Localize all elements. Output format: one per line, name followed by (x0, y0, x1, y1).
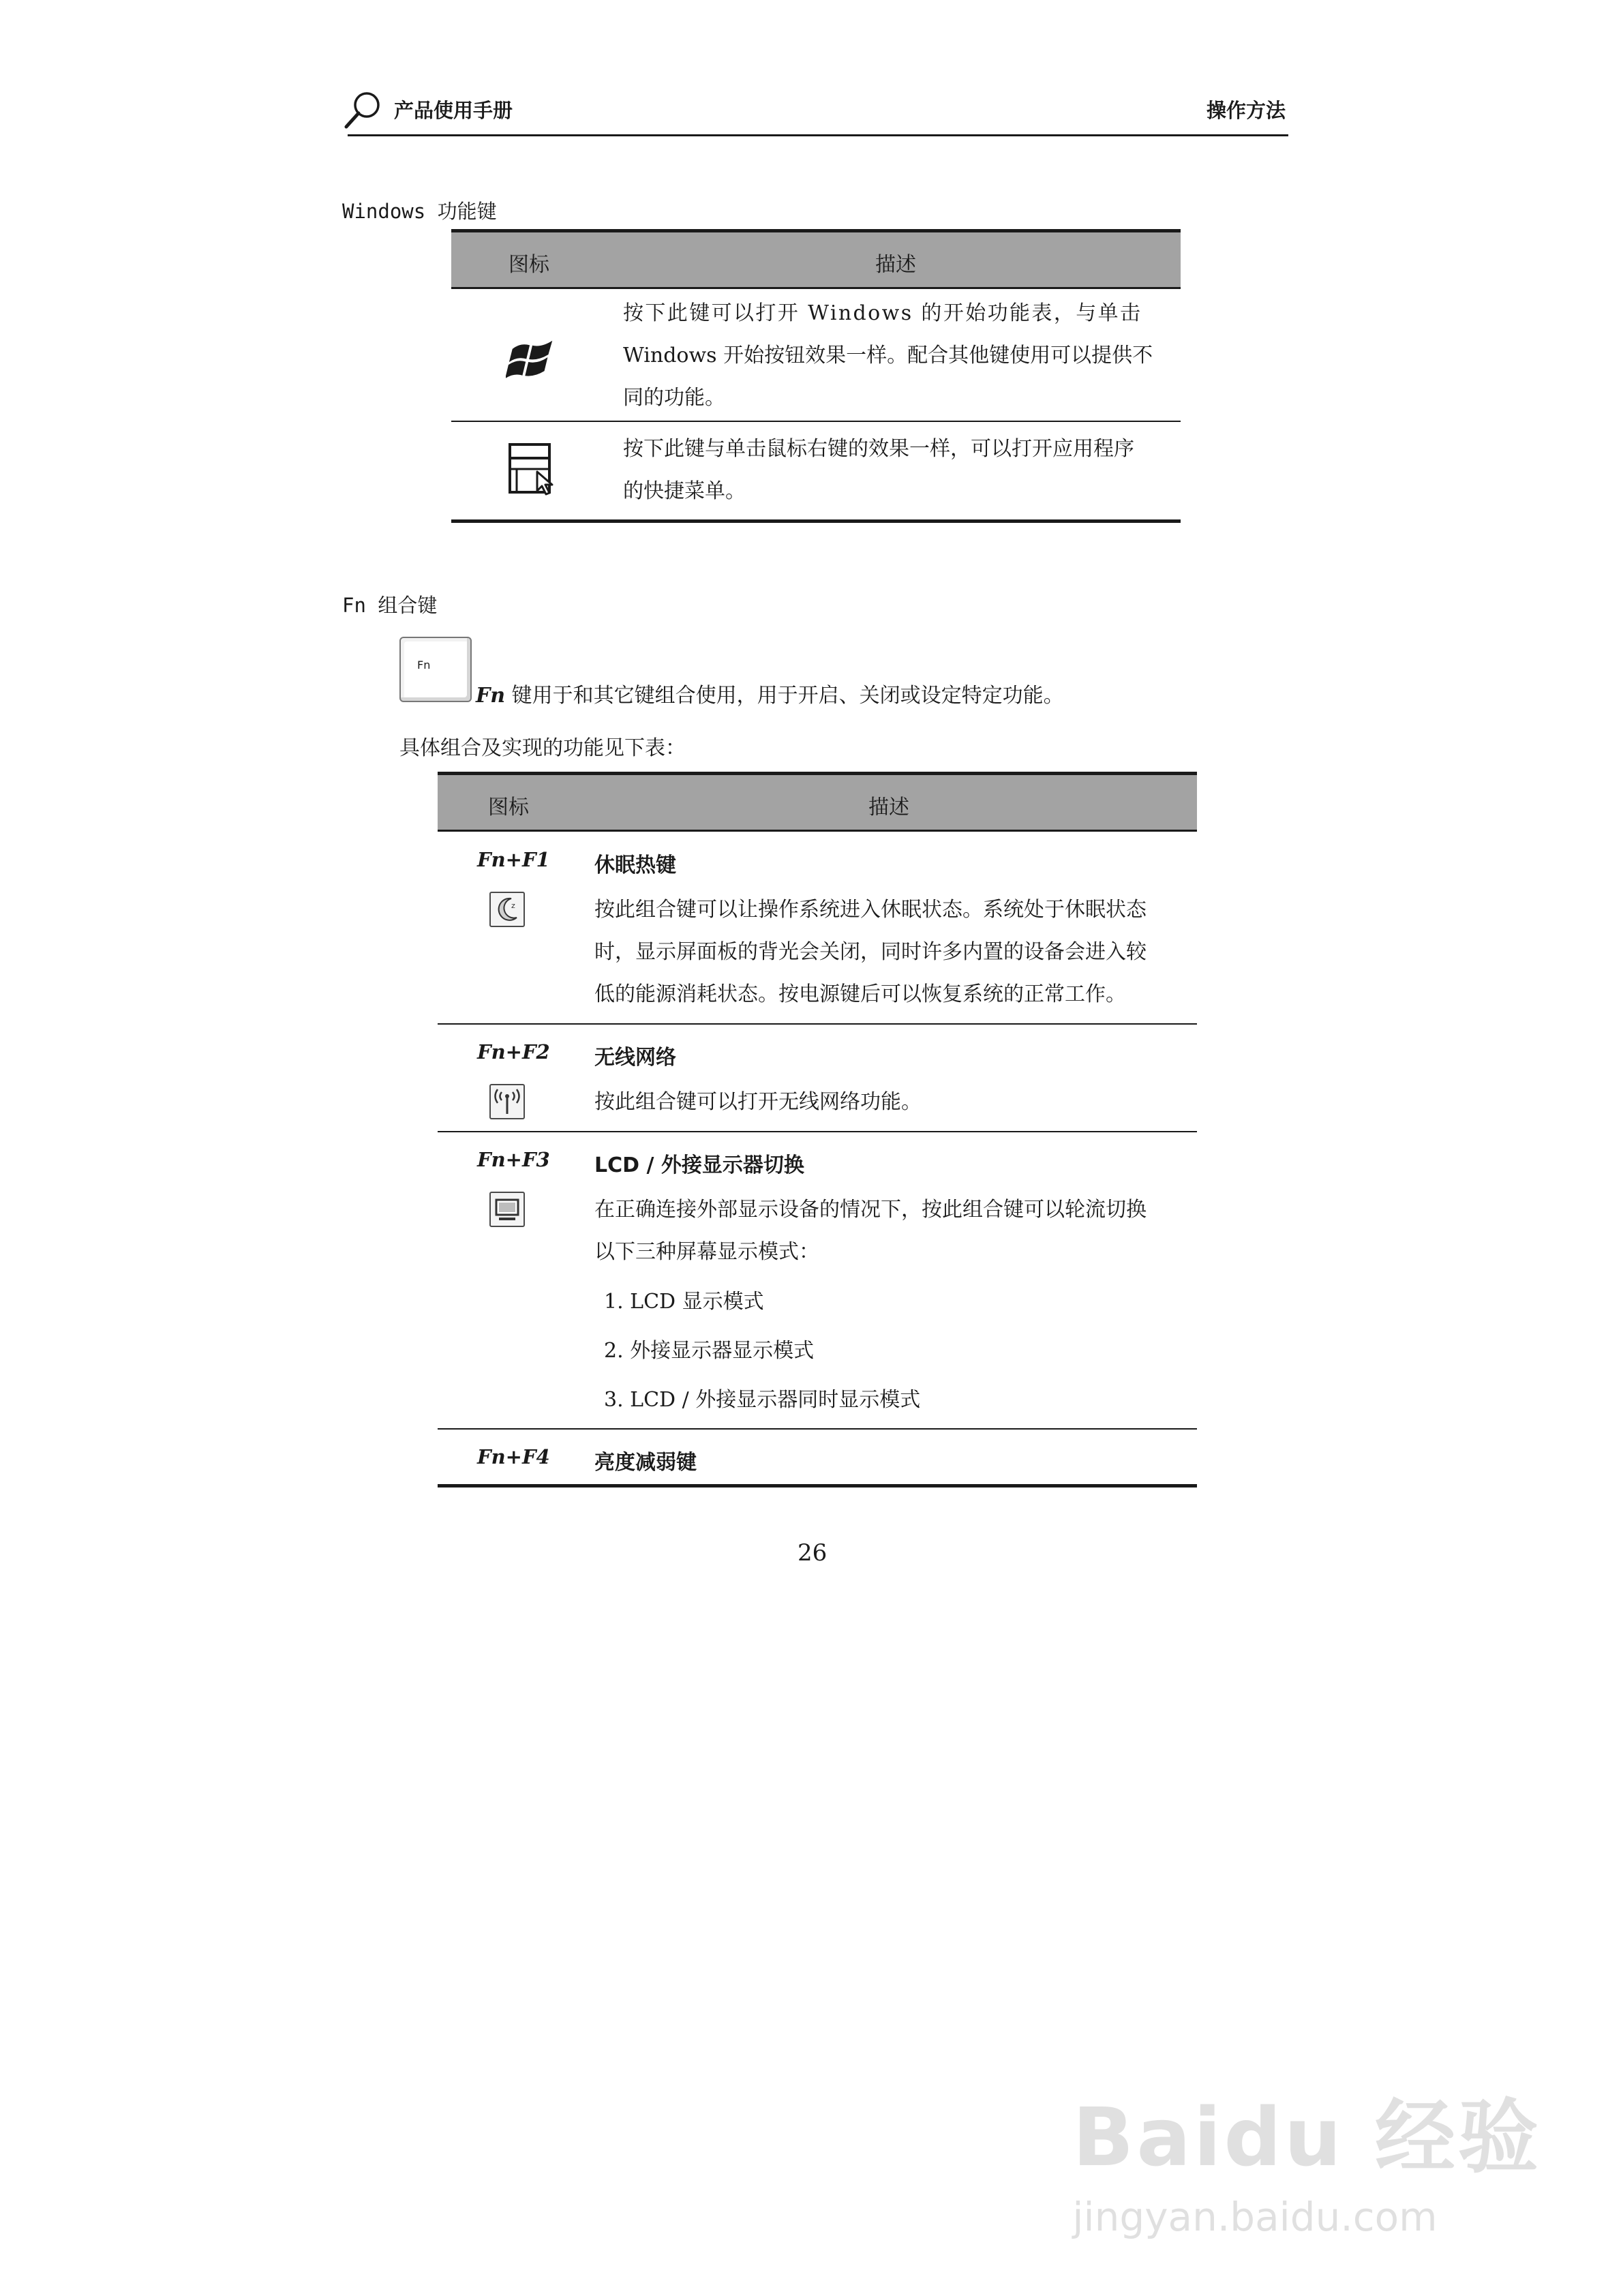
row-title: LCD / 外接显示器切换 (594, 1153, 804, 1177)
row-divider (438, 1131, 1197, 1132)
row-title: 亮度减弱键 (594, 1451, 697, 1475)
row-divider (438, 1023, 1197, 1025)
fn-keycap: Fn (399, 637, 472, 702)
table-bottom-rule (451, 519, 1181, 523)
baidu-watermark (1072, 2072, 1541, 2240)
section-label: 操作方法 (1207, 99, 1286, 122)
col-icon-header: 图标 (509, 253, 549, 277)
col-desc-header: 描述 (875, 253, 916, 277)
page-number: 26 (798, 1539, 828, 1567)
row-description: 按此组合键可以打开无线网络功能。 (594, 1090, 922, 1114)
table-bottom-rule (438, 1484, 1197, 1487)
list-item: 2. 外接显示器显示模式 (604, 1339, 815, 1363)
svg-text:z: z (511, 901, 515, 910)
table-header (451, 232, 1181, 289)
row-title: 无线网络 (594, 1046, 676, 1070)
display-monitor-icon (489, 1192, 525, 1227)
watermark-url: jingyan.baidu.com (1072, 2194, 1438, 2240)
col-icon-header: 图标 (488, 796, 529, 819)
windows-keys-title: Windows 功能键 (342, 200, 497, 223)
row-divider (438, 1428, 1197, 1430)
list-item: 3. LCD / 外接显示器同时显示模式 (604, 1388, 921, 1412)
fn-intro: 具体组合及实现的功能见下表： (399, 736, 686, 760)
document-title: 产品使用手册 (394, 99, 513, 122)
key-combo: Fn+F2 (477, 1040, 550, 1063)
list-item: 1. LCD 显示模式 (604, 1290, 764, 1314)
row-description: 按此组合键可以让操作系统进入休眠状态。系统处于休眠状态 时，显示屏面板的背光会关闭，同时许多内置的设备会进入较 低的能源消耗状态。按电源键后可以恢复系统的正常工作。 (594, 898, 1147, 1006)
row-description: 按下此键可以打开 Windows 的开始功能表，与单击 Windows 开始按钮效果一样。配合其他键使用可以提供不 同的功能。 (623, 301, 1153, 410)
row-title: 休眠热键 (594, 854, 676, 877)
key-combo: Fn+F3 (477, 1148, 550, 1171)
row-description: 按下此键与单击鼠标右键的效果一样，可以打开应用程序 的快捷菜单。 (623, 437, 1134, 503)
fn-note: Fn 键用于和其它键组合使用，用于开启、关闭或设定特定功能。 (476, 684, 1064, 708)
table-header (438, 775, 1197, 832)
windows-logo-icon (506, 330, 559, 383)
context-menu-icon (507, 442, 559, 496)
row-description: 在正确连接外部显示设备的情况下，按此组合键可以轮流切换 以下三种屏幕显示模式： (594, 1198, 1147, 1264)
fn-keys-title: Fn 组合键 (342, 594, 438, 617)
key-combo: Fn+F4 (477, 1445, 550, 1468)
magnifier-icon (342, 90, 383, 131)
row-divider (451, 421, 1181, 422)
key-combo: Fn+F1 (477, 848, 550, 871)
header-rule (348, 134, 1288, 136)
col-desc-header: 描述 (868, 796, 909, 819)
wireless-antenna-icon (489, 1084, 525, 1119)
watermark-brand: Baidu 经验 (1072, 2090, 1541, 2184)
sleep-moon-icon (489, 892, 525, 927)
